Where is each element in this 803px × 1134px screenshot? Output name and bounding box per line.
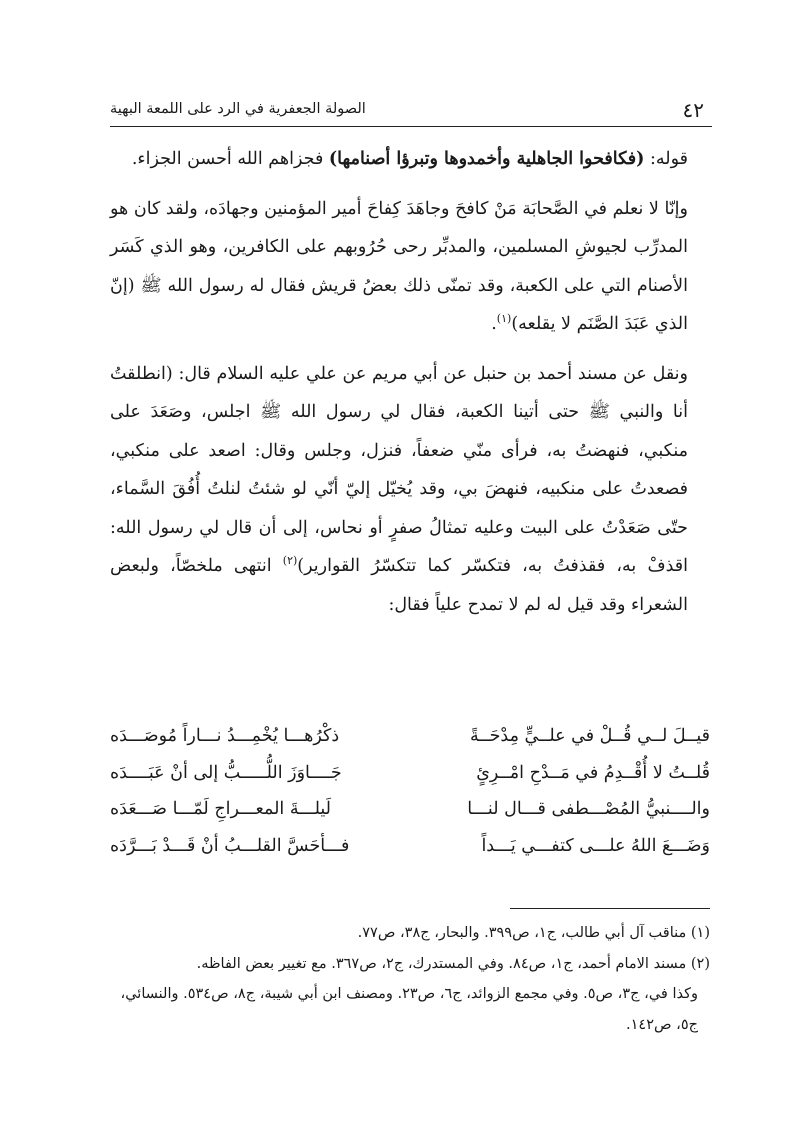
- footnote-2: (٢) مسند الامام أحمد، ج١، ص٨٤. وفي المستدرك، ج٢، ص٣٦٧. مع تغيير بعض الفاظه.: [196, 955, 710, 972]
- poem-second-hemistich: جَــــاوَزَ اللُّـــــبُّ إلى أنْ عَبَــــدَه: [110, 762, 342, 783]
- poem-verse: [110, 791, 710, 828]
- poem-first-hemistich: وَضَـــعَ اللهُ علـــى كتفـــي يَـــداً: [481, 835, 710, 856]
- footnote-2-continued: وكذا في، ج٣، ص٥. وفي مجمع الزوائد، ج٦، ص٢٣. ومصنف ابن أبي شيبة، ج٨، ص٥٣٤. والنسائي، ج٥، ص١٤٢.: [120, 986, 698, 1033]
- footnote-ref-2[interactable]: (٢): [282, 554, 298, 568]
- p2-end: .: [491, 314, 497, 334]
- running-title: الصولة الجعفرية في الرد على اللمعة البهية: [110, 101, 366, 117]
- poem-first-hemistich: قيــلَ لــي قُــلْ في علــيٍّ مِدْحَــةً: [469, 726, 710, 746]
- poem-second-hemistich: ذكْرُهـــا يُخْمِـــدُ نـــاراً مُوصَـــدَه: [110, 726, 340, 746]
- poem-first-hemistich: قُلــتُ لا أُقْــدِمُ في مَــدْحِ امْــرِئٍ: [476, 762, 710, 783]
- p1-intro: قوله:: [644, 149, 688, 169]
- poem-first-hemistich: والــــنبيُّ المُصْـــطفى قـــال لنـــا: [467, 799, 710, 819]
- poem-verse: [110, 755, 710, 792]
- poem-second-hemistich: لَيلـــةَ المعـــراجِ لَمّـــا صَـــعَدَه: [110, 799, 332, 819]
- poem-verse: [110, 828, 710, 865]
- page-number: ٤٢: [682, 98, 704, 122]
- poem-verse: [110, 718, 710, 755]
- footnote-ref-1[interactable]: (١): [496, 312, 512, 326]
- main-text: [110, 140, 710, 624]
- footnote-1: (١) مناقب آل أبي طالب، ج١، ص٣٩٩. والبحار، ج٣٨، ص٧٧.: [357, 925, 710, 941]
- paragraph-3: [110, 355, 710, 625]
- p3-text: ونقل عن مسند أحمد بن حنبل عن أبي مريم عن علي عليه السلام قال: (انطلقتُ أنا والنبي ﷺ حتى أتينا الكعبة، فقال لي رسول الله ﷺ اجلس، وصَعَدَ على منكبي، فنهضتُ به، فرأى منّي ضعفاً، فنزل، وجلس وقال: اصعد على منكبي، فصعدتُ على منكبيه، فنهضَ بي، وقد يُخيّل إليّ أنّي لو شئتُ لنلتُ أُفُقَ السَّماء، حتّى صَعَدْتُ على البيت وعليه تمثالُ صفرٍ أو نحاس، إلى أن قال لي رسول الله: اقذفْ به، فقذفتُ به، فتكسّر كما تتكسّرُ القوارير): [110, 363, 689, 576]
- p3-end: انتهى ملخصّاً، ولبعض الشعراء وقد قيل له لم لا تمدح علياً فقال:: [110, 556, 688, 615]
- footnote-separator: [510, 908, 710, 909]
- p1-quote: (فكافحوا الجاهلية وأخمدوها وتبرؤا أصنامها): [328, 149, 645, 169]
- running-header: [110, 96, 712, 127]
- paragraph-2: [110, 190, 710, 344]
- p1-rest: فجزاهم الله أحسن الجزاء.: [131, 149, 329, 169]
- poem: [110, 718, 710, 864]
- p2-text: وإنّا لا نعلم في الصَّحابَة مَنْ كافحَ وجاهَدَ كِفاحَ أمير المؤمنين وجهادَه، ولقد كان هو المدرِّب لجيوشِ المسلمين، والمدبِّر رحى حُرُوبهم على الكافرين، وهو الذي كَسَر الأصنام التي على الكعبة، وقد تمنّى ذلك بعضُ قريش فقال له رسول الله ﷺ (إنّ الذي عَبَدَ الصَّنَم لا يقلعه): [110, 198, 688, 334]
- paragraph-1: [110, 140, 710, 179]
- poem-second-hemistich: فـــأحَسَّ القلـــبُ أنْ قَـــدْ بَـــرَّدَه: [110, 835, 350, 856]
- footnotes: [110, 918, 710, 1040]
